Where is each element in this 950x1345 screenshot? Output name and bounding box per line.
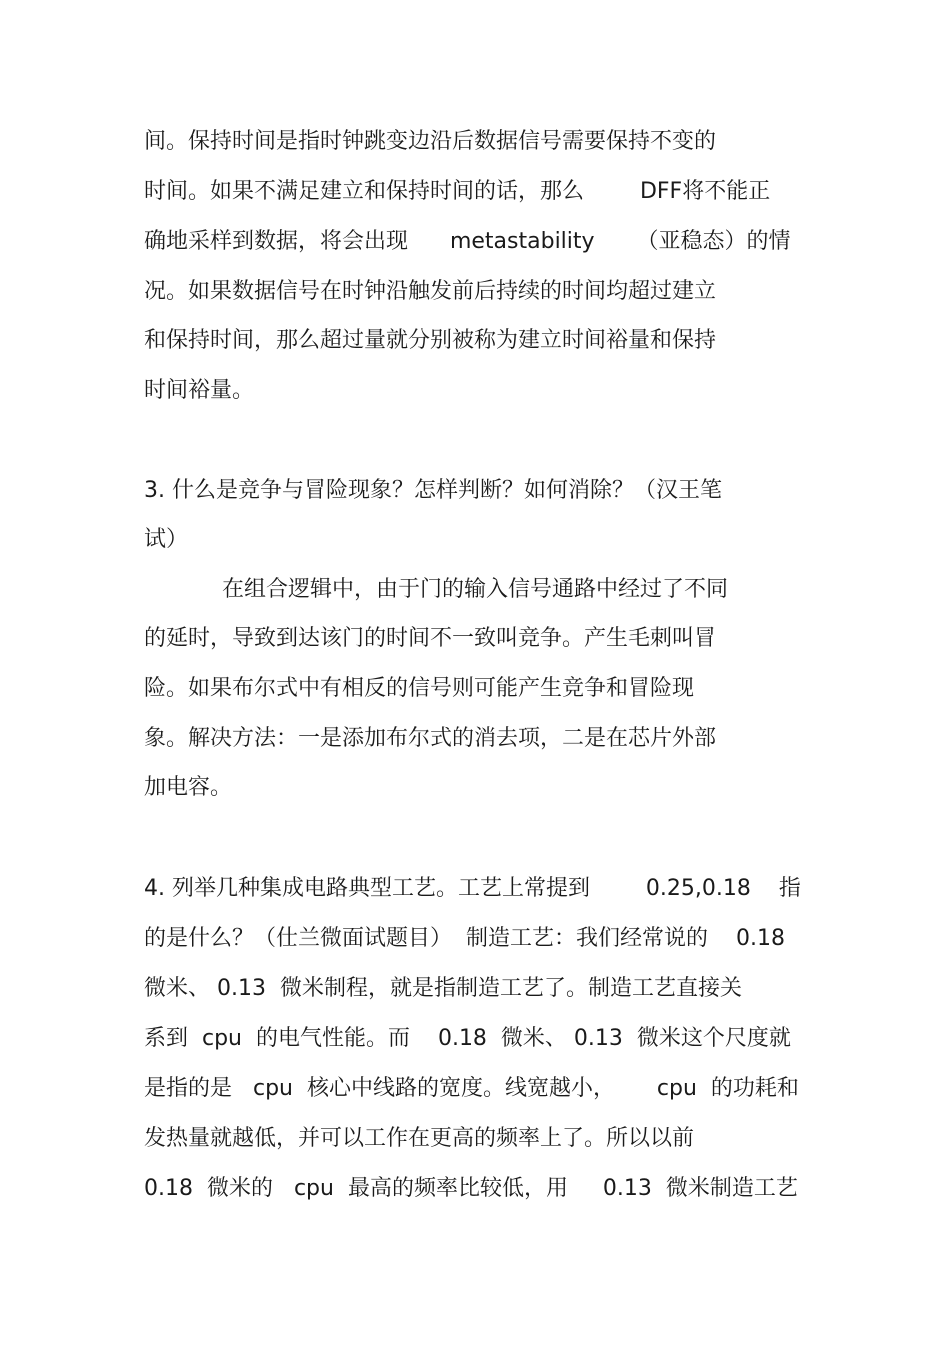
- text-line: 系到 cpu 的电气性能。而 0.18 微米、 0.13 微米这个尺度就: [144, 1026, 791, 1051]
- text-line: 时间。如果不满足建立和保持时间的话，那么 DFF将不能正: [144, 179, 771, 204]
- text-line: 和保持时间，那么超过量就分别被称为建立时间裕量和保持: [144, 328, 717, 353]
- question-heading: 3. 什么是竞争与冒险现象？怎样判断？如何消除？（汉王笔: [144, 478, 722, 503]
- paragraph-first-line: 在组合逻辑中，由于门的输入信号通路中经过了不同: [222, 577, 729, 602]
- text-line: 的延时，导致到达该门的时间不一致叫竞争。产生毛刺叫冒: [144, 626, 717, 651]
- text-line: 发热量就越低，并可以工作在更高的频率上了。所以以前: [144, 1126, 695, 1151]
- question-heading: 4. 列举几种集成电路典型工艺。工艺上常提到 0.25,0.18 指: [144, 876, 801, 901]
- text-line: 微米、 0.13 微米制程，就是指制造工艺了。制造工艺直接关: [144, 976, 742, 1001]
- text-line: 确地采样到数据，将会出现 metastability （亚稳态）的情: [144, 229, 791, 254]
- text-line: 时间裕量。: [144, 378, 255, 403]
- text-line: 间。保持时间是指时钟跳变边沿后数据信号需要保持不变的: [144, 129, 717, 154]
- text-line: 况。如果数据信号在时钟沿触发前后持续的时间均超过建立: [144, 279, 717, 304]
- text-line: 是指的是 cpu 核心中线路的宽度。线宽越小， cpu 的功耗和: [144, 1076, 799, 1101]
- question-heading-cont: 试）: [144, 527, 189, 552]
- text-line: 0.18 微米的 cpu 最高的频率比较低，用 0.13 微米制造工艺: [144, 1176, 798, 1201]
- text-line: 加电容。: [144, 775, 233, 800]
- text-line: 的是什么？（仕兰微面试题目） 制造工艺：我们经常说的 0.18: [144, 926, 785, 951]
- text-line: 象。解决方法：一是添加布尔式的消去项，二是在芯片外部: [144, 726, 717, 751]
- text-line: 险。如果布尔式中有相反的信号则可能产生竞争和冒险现: [144, 676, 695, 701]
